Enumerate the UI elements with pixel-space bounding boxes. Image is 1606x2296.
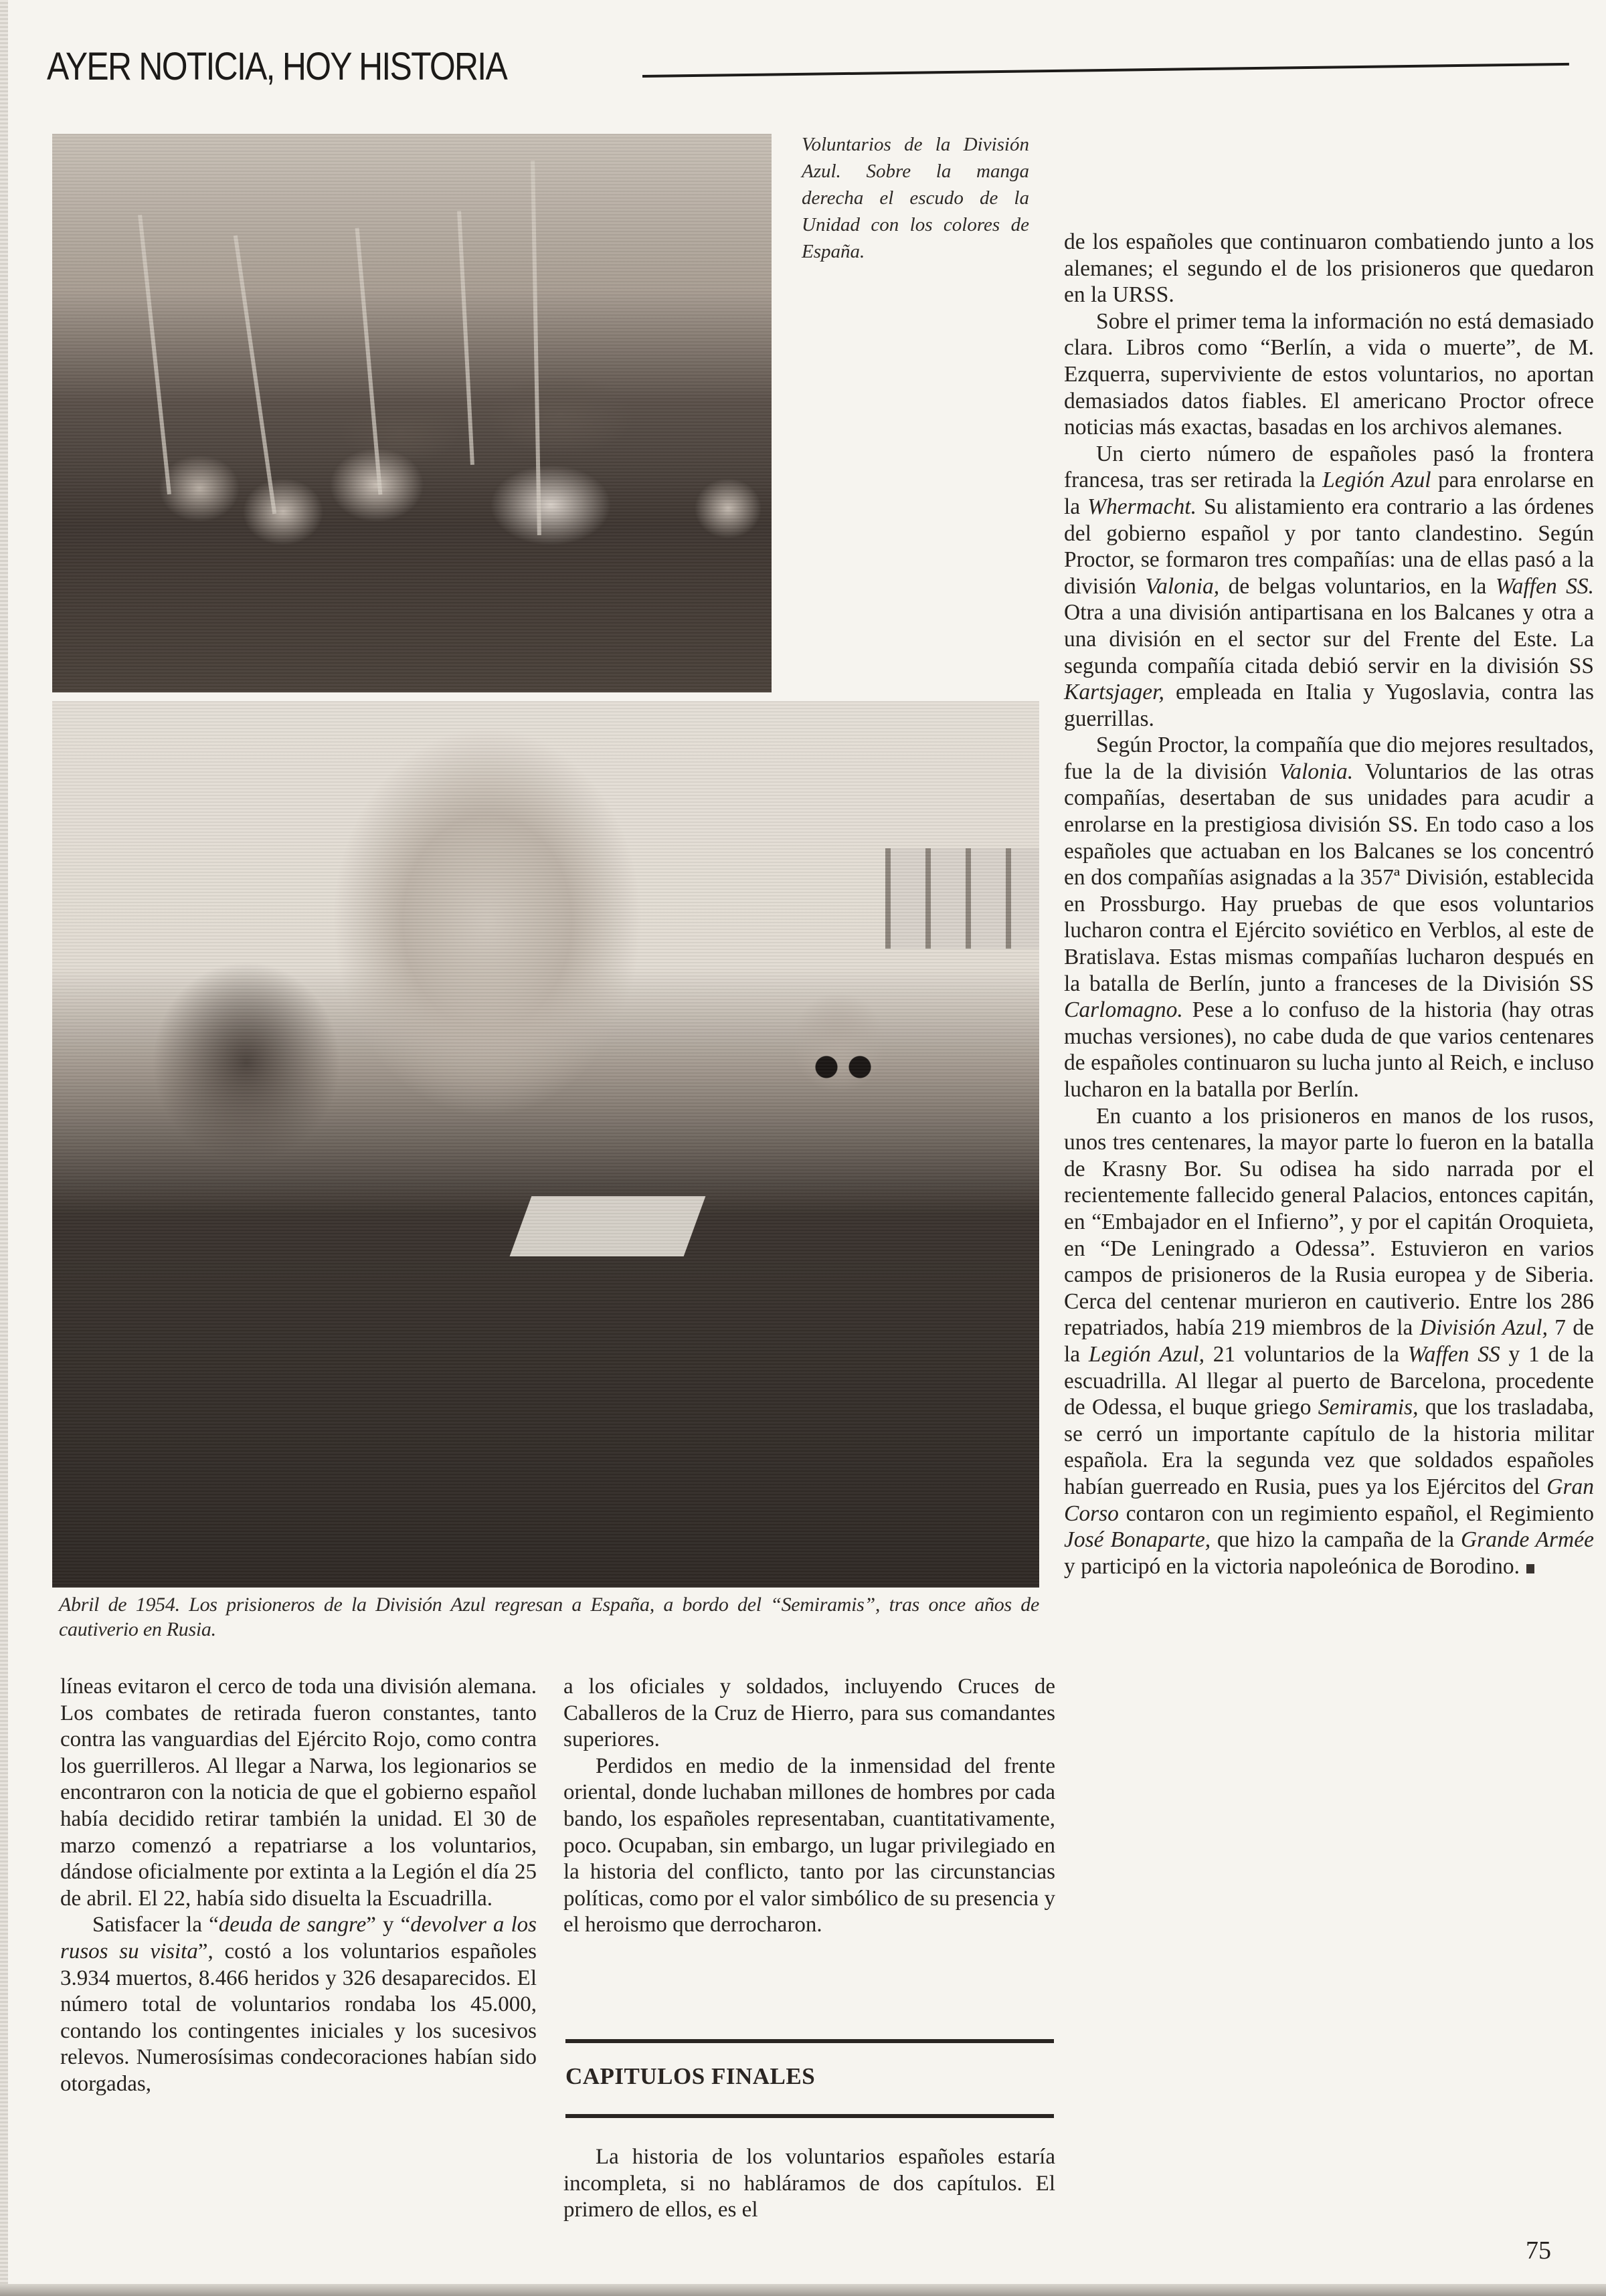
header-rule — [642, 63, 1569, 78]
section-heading: CAPITULOS FINALES — [565, 2063, 816, 2089]
scan-left-edge — [0, 0, 8, 2296]
paragraph: Perdidos en medio de la inmensidad del frente oriental, donde luchaban millones de hombres por cada bando, los españoles representaban, cuantitativamente, poco. Ocupaban, sin embargo, un lugar privilegiado en la historia del conflicto, tanto por las circunstancias políticas, como por el valor simbólico de su presencia y el heroismo que derrocharon. — [563, 1753, 1055, 1937]
paragraph: En cuanto a los prisioneros en manos de los rusos, unos tres centenares, la mayor parte lo fueron en la batalla de Krasny Bor. Su odisea ha sido narrada por el recientemente fallecido general Palacios, entonces capitán, en “Embajador en el Infierno”, y por el capitán Oroquieta, en “De Leningrado a Odessa”. Estuvieron en varios campos de prisioneros de la Rusia europea y de Siberia. Cerca del centenar murieron en cautiverio. Entre los 286 repatriados, había 219 miembros de la División Azul, 7 de la Legión Azul, 21 voluntarios de la Waffen SS y 1 de la escuadrilla. Al llegar al puerto de Barcelona, procedente de Odessa, el buque griego Semiramis, que los trasladaba, se cerró un importante capítulo de la historia militar española. Era la segunda vez que soldados españoles habían guerreado en Rusia, pues ya los Ejércitos del Gran Corso contaron con un regimiento español, el Regimiento José Bonaparte, que hizo la campaña de la Grande Armée y participó en la victoria napoleónica de Borodino. — [1064, 1103, 1594, 1579]
section-rule-top — [565, 2039, 1054, 2043]
paragraph: Sobre el primer tema la información no está demasiado clara. Libros como “Berlín, a vida o muerte”, de M. Ezquerra, superviviente de estos voluntarios, no aportan demasiados datos fiables. El americano Proctor ofrece noticias más exactas, basadas en los archivos alemanes. — [1064, 308, 1594, 440]
section-rule-bottom — [565, 2114, 1054, 2118]
article-column-middle-continued — [563, 2144, 1055, 2224]
page-header — [47, 44, 1546, 98]
section-title: AYER NOTICIA, HOY HISTORIA — [47, 45, 507, 88]
paragraph: de los españoles que continuaron combatiendo junto a los alemanes; el segundo el de los prisioneros que quedaron en la URSS. — [1064, 229, 1594, 308]
section-heading-block — [565, 2039, 1054, 2119]
article-column-right — [1064, 229, 1594, 1580]
paragraph: La historia de los voluntarios españoles estaría incompleta, si no habláramos de dos capítulos. El primero de ellos, es el — [563, 2145, 1055, 2222]
paragraph: a los oficiales y soldados, incluyendo Cruces de Caballeros de la Cruz de Hierro, para sus comandantes superiores. — [563, 1675, 1055, 1752]
scan-bottom-edge — [0, 2284, 1606, 2296]
paragraph: Satisfacer la “deuda de sangre” y “devolver a los rusos su visita”, costó a los voluntarios españoles 3.934 muertos, 8.466 heridos y 326 desaparecidos. El número total de voluntarios rondaba los 45.000, contando los contingentes iniciales y los sucesivos relevos. Numerosísimas condecoraciones habían sido otorgadas, — [60, 1913, 537, 2096]
photo-prisoners-return — [52, 701, 1039, 1588]
end-of-article-mark — [1526, 1564, 1534, 1573]
article-column-left — [60, 1674, 537, 2098]
paragraph: Un cierto número de españoles pasó la frontera francesa, tras ser retirada la Legión Azul para enrolarse en la Whermacht. Su alistamiento era contrario a las órdenes del gobierno español y por tanto clandestino. Según Proctor, se formaron tres compañías: una de ellas pasó a la división Valonia, de belgas voluntarios, en la Waffen SS. Otra a una división antipartisana en los Balcanes y otra a una división en el sector sur del Frente del Este. La segunda compañía citada debió servir en la división SS Kartsjager, empleada en Italia y Yugoslavia, contra las guerrillas. — [1064, 441, 1594, 731]
photo-soldiers — [52, 134, 772, 692]
page-number: 75 — [1526, 2236, 1551, 2265]
paragraph: Según Proctor, la compañía que dio mejores resultados, fue la de la división Valonia. Voluntarios de las otras compañías, desertaban de sus unidades para acudir a enrolarse en la prestigiosa división SS. En todo caso a los españoles que actuaban en los Balcanes se los concentró en dos compañías asignadas a la 357ª División, establecida en Prossburgo. Hay pruebas de que esos voluntarios lucharon contra el Ejército soviético en Verblos, al este de Bratislava. Estas mismas compañías lucharon después en la batalla de Berlín, junto a franceses de la División SS Carlomagno. Pese a lo confuso de la historia (hay otras muchas versiones), no cabe duda de que varios centenares de españoles continuaron su lucha junto al Reich, e incluso lucharon en la batalla por Berlín. — [1064, 733, 1594, 1102]
photo-soldiers-caption: Voluntarios de la División Azul. Sobre la manga derecha el escudo de la Unidad con los colores de España. — [802, 134, 1029, 262]
photo-prisoners-return-caption: Abril de 1954. Los prisioneros de la División Azul regresan a España, a bordo del “Semiramis”, tras once años de cautiverio en Rusia. — [59, 1594, 1039, 1640]
paragraph: líneas evitaron el cerco de toda una división alemana. Los combates de retirada fueron constantes, tanto contra las vanguardias del Ejército Rojo, como contra los guerrilleros. Al llegar a Narwa, los legionarios se encontraron con la noticia de que el gobierno español había decidido retirar también la unidad. El 30 de marzo comenzó a repatriarse a los voluntarios, dándose oficialmente por extinta a la Legión el día 25 de abril. El 22, había sido disuelta la Escuadrilla. — [60, 1675, 537, 1911]
article-column-middle — [563, 1674, 1055, 1939]
